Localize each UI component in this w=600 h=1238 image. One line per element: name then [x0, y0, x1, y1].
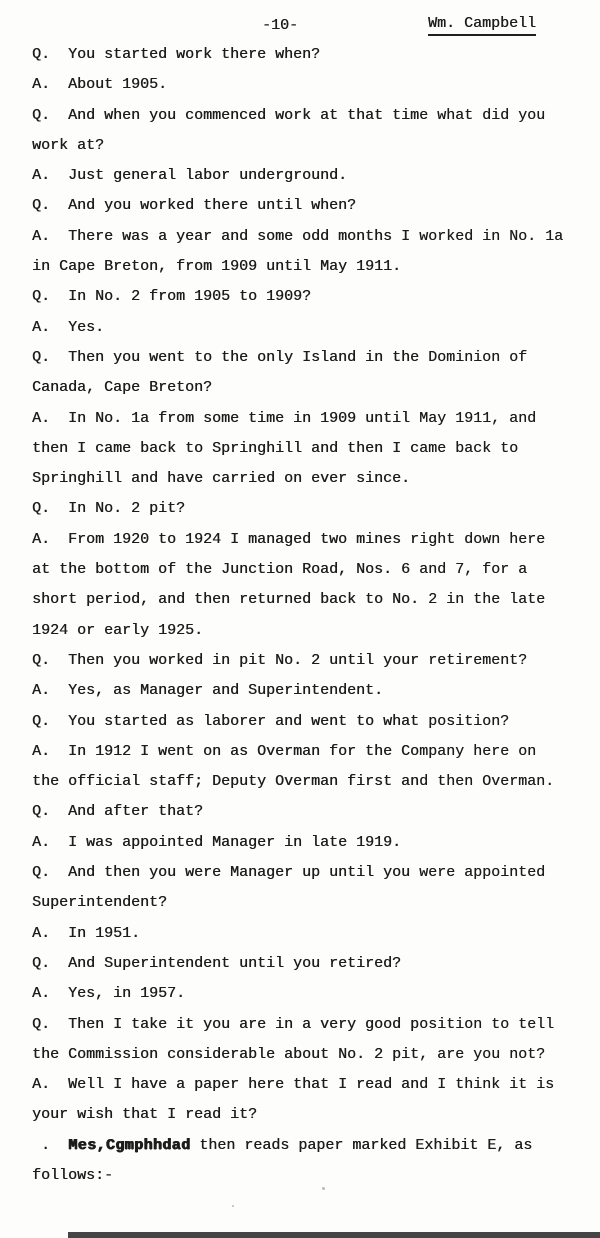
transcript-line: A. There was a year and some odd months I worked in No. 1a — [32, 227, 564, 245]
narration-continuation: follows:- — [32, 1166, 114, 1184]
overstruck-text: Mes,Cgmphhdad — [68, 1136, 191, 1154]
transcript-line: Q. Then I take it you are in a very good position to tell — [32, 1015, 555, 1033]
transcript-line: Q. And then you were Manager up until you were appointed — [32, 864, 546, 882]
transcript-line: 1924 or early 1925. — [32, 621, 204, 639]
transcript-line: Q. And after that? — [32, 803, 204, 821]
transcript-line: A. Just general labor underground. — [32, 167, 348, 185]
transcript-line: Superintendent? — [32, 894, 168, 912]
transcript-line: then I came back to Springhill and then I came back to — [32, 439, 519, 457]
transcript-line: in Cape Breton, from 1909 until May 1911. — [32, 258, 402, 276]
transcript-line: Q. You started as laborer and went to what position? — [32, 712, 510, 730]
transcript-line: A. Yes, as Manager and Superintendent. — [32, 682, 384, 700]
transcript-line: A. In 1912 I went on as Overman for the Company here on — [32, 742, 537, 760]
transcript-line: A. I was appointed Manager in late 1919. — [32, 833, 402, 851]
page-number: -10- — [262, 17, 299, 34]
witness-name: Wm. Campbell — [428, 15, 536, 36]
transcript-line: A. About 1905. — [32, 76, 168, 94]
transcript-line: Q. Then you went to the only Island in the Dominion of — [32, 348, 528, 366]
transcript-body — [32, 40, 594, 1191]
transcript-line: Q. And when you commenced work at that time what did you — [32, 106, 546, 124]
transcript-line: work at? — [32, 136, 105, 154]
transcript-line: A. Yes. — [32, 318, 105, 336]
transcript-line: your wish that I read it? — [32, 1106, 258, 1124]
transcript-line: the official staff; Deputy Overman first and then Overman. — [32, 773, 555, 791]
scan-speck — [322, 1187, 325, 1190]
transcript-line: A. Yes, in 1957. — [32, 985, 186, 1003]
transcript-line: Q. In No. 2 from 1905 to 1909? — [32, 288, 312, 306]
transcript-line: the Commission considerable about No. 2 pit, are you not? — [32, 1045, 546, 1063]
narration-text: then reads paper marked Exhibit E, as — [190, 1136, 533, 1154]
transcript-line: A. Well I have a paper here that I read and I think it is — [32, 1076, 555, 1094]
transcript-line: Q. You started work there when? — [32, 46, 321, 63]
narration-bullet: . — [32, 1136, 69, 1154]
transcript-line: Canada, Cape Breton? — [32, 379, 213, 397]
transcript-line: A. In No. 1a from some time in 1909 until May 1911, and — [32, 409, 537, 427]
transcript-line: at the bottom of the Junction Road, Nos. 6 and 7, for a — [32, 561, 528, 579]
transcript-line: Q. And you worked there until when? — [32, 197, 357, 215]
transcript-line: Springhill and have carried on ever since. — [32, 470, 411, 488]
transcript-lines — [32, 40, 594, 1131]
transcript-line: Q. And Superintendent until you retired? — [32, 954, 402, 972]
transcript-line: short period, and then returned back to No. 2 in the late — [32, 591, 546, 609]
scan-speck — [232, 1205, 234, 1207]
narration-line — [32, 1131, 594, 1161]
transcript-line: A. From 1920 to 1924 I managed two mines right down here — [32, 530, 546, 548]
transcript-line: Q. Then you worked in pit No. 2 until your retirement? — [32, 651, 528, 669]
transcript-line: A. In 1951. — [32, 924, 141, 942]
scan-edge-artifact — [68, 1232, 600, 1238]
transcript-line: Q. In No. 2 pit? — [32, 500, 186, 518]
